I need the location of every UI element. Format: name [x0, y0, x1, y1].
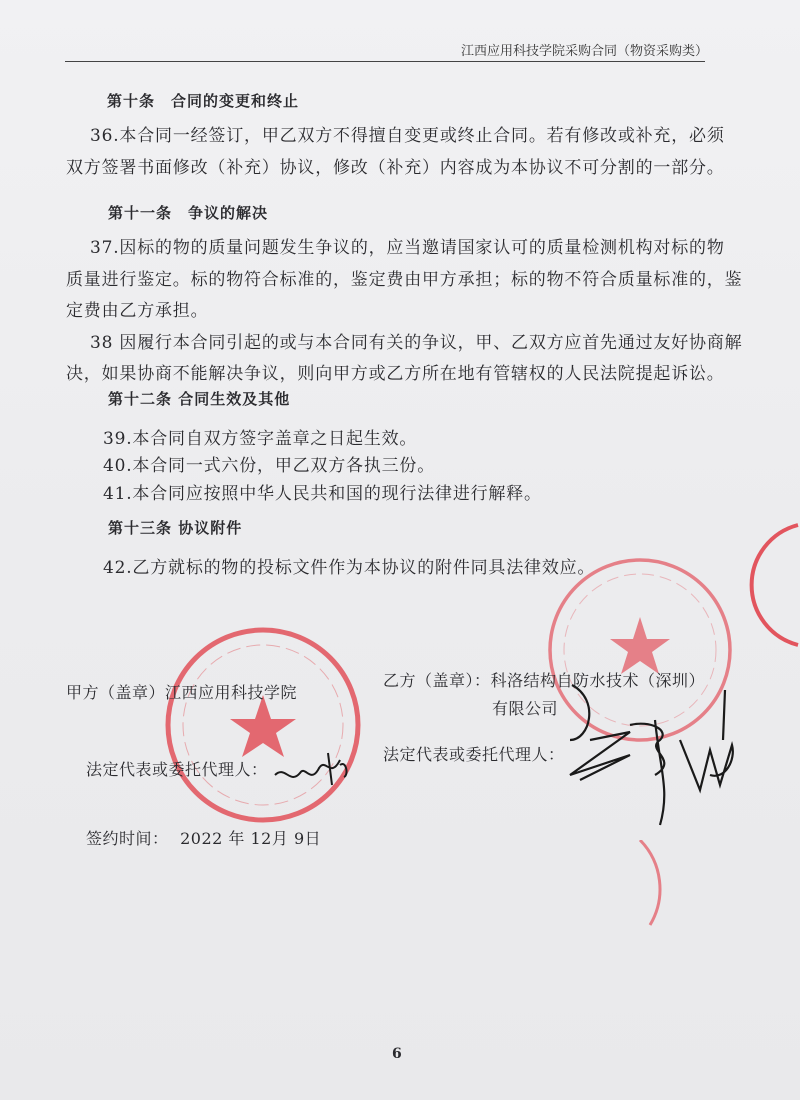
paragraph-line: 42.乙方就标的物的投标文件作为本协议的附件同具法律效应。	[103, 558, 596, 578]
paragraph-line: 36.本合同一经签订，甲乙双方不得擅自变更或终止合同。若有修改或补充，必须	[90, 126, 725, 146]
party-a-representative-label: 法定代表或委托代理人：	[86, 760, 268, 779]
edge-seal	[740, 515, 800, 655]
party-a-label: 甲方（盖章）江西应用科技学院	[66, 683, 298, 702]
section-heading: 第十条 合同的变更和终止	[107, 92, 300, 110]
date-value: 2022 年 12月 9日	[180, 829, 322, 848]
paragraph-line: 39.本合同自双方签字盖章之日起生效。	[103, 429, 418, 449]
party-b-label-line2: 有限公司	[492, 699, 559, 718]
paragraph-line: 40.本合同一式六份，甲乙双方各执三份。	[103, 456, 436, 476]
signing-date-label	[86, 826, 321, 849]
edge-seal	[630, 840, 690, 930]
party-a-seal	[160, 625, 370, 835]
running-header: 江西应用科技学院采购合同（物资采购类）	[460, 44, 708, 59]
page-number: 6	[392, 1046, 402, 1062]
paragraph-line: 41.本合同应按照中华人民共和国的现行法律进行解释。	[103, 484, 542, 504]
paragraph-line: 37.因标的物的质量问题发生争议的，应当邀请国家认可的质量检测机构对标的物	[90, 238, 725, 258]
section-heading: 第十一条 争议的解决	[108, 204, 269, 222]
party-b-handwritten-signature	[560, 680, 740, 830]
party-b-label: 乙方（盖章）：科洛结构自防水技术（深圳）	[383, 671, 706, 690]
section-heading: 第十三条 协议附件	[108, 519, 243, 537]
paragraph-line: 质量进行鉴定。标的物符合标准的，鉴定费由甲方承担；标的物不符合质量标准的，鉴	[66, 270, 743, 290]
paragraph-line: 双方签署书面修改（补充）协议，修改（补充）内容成为本协议不可分割的一部分。	[66, 158, 725, 178]
section-heading: 第十二条 合同生效及其他	[108, 390, 291, 408]
paragraph-line: 38 因履行本合同引起的或与本合同有关的争议，甲、乙双方应首先通过友好协商解	[90, 333, 743, 353]
party-b-representative-label: 法定代表或委托代理人：	[383, 745, 565, 764]
paragraph-line: 定费由乙方承担。	[66, 301, 209, 321]
header-divider	[65, 61, 705, 62]
party-a-handwritten-signature	[270, 745, 350, 795]
date-label: 签约时间：	[86, 829, 169, 848]
paragraph-line: 决，如果协商不能解决争议，则向甲方或乙方所在地有管辖权的人民法院提起诉讼。	[66, 364, 725, 384]
